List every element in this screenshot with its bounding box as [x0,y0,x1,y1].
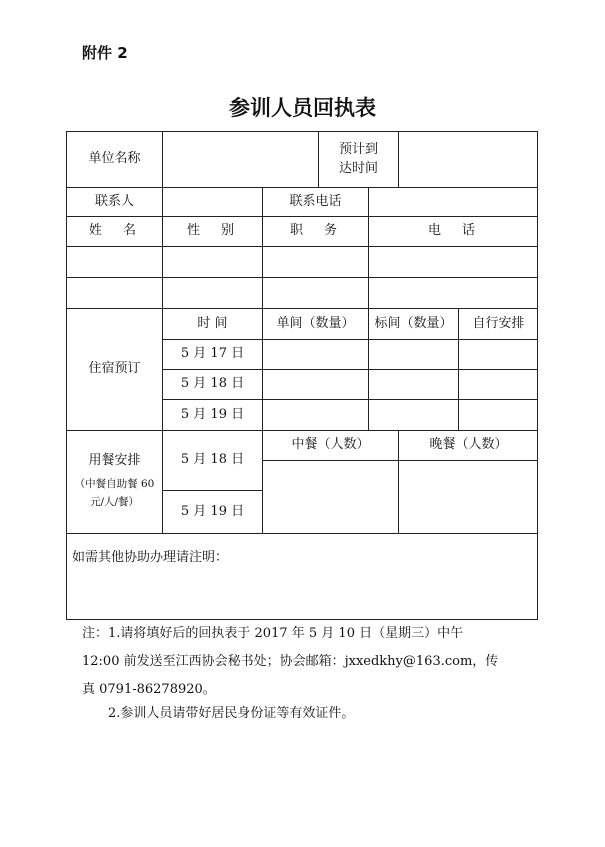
meals-sub-label: （中餐自助餐 60 元/人/餐） [74,477,155,509]
note-line-2: 12:00 前发送至江西协会秘书处；协会邮箱：jxxedkhy@163.com，传 [82,654,499,669]
meal-date: 5 月 18 日 [180,452,245,468]
note-line-1: 注：1.请将填好后的回执表于 2017 年 5 月 10 日（星期三）中午 [82,626,464,641]
row-divider [66,533,538,534]
standard-room-input[interactable] [369,400,458,430]
participant-position-input[interactable] [263,247,368,277]
participant-gender-input[interactable] [163,278,262,308]
lunch-count-input[interactable] [263,461,398,533]
unit-name-input[interactable] [163,132,318,187]
header-name: 姓 名 [88,223,140,239]
header-gender: 性 别 [186,223,238,239]
note-item-2: 2.参训人员请带好居民身份证等有效证件。 [108,706,355,721]
header-position: 职 务 [289,223,341,239]
meal-date: 5 月 19 日 [180,503,245,519]
contact-phone-label: 联系电话 [289,193,342,209]
form-title: 参训人员回执表 [229,96,376,120]
arrival-time-label: 预计到 达时间 [338,141,378,176]
single-room-header: 单间（数量） [276,315,355,331]
attachment-label: 附件 2 [82,44,128,62]
dinner-header: 晚餐（人数） [429,437,508,453]
note-line-3: 真 0791-86278920。 [82,682,216,697]
lunch-header: 中餐（人数） [291,437,370,453]
lodging-time-header: 时 间 [197,315,228,331]
standard-room-header: 标间（数量） [374,315,453,331]
single-room-input[interactable] [263,370,368,399]
arrival-time-input[interactable] [399,132,538,187]
participant-gender-input[interactable] [163,247,262,277]
self-arranged-input[interactable] [459,340,538,369]
standard-room-input[interactable] [369,340,458,369]
participant-position-input[interactable] [263,278,368,308]
dinner-count-input[interactable] [399,461,538,533]
lodging-date: 5 月 17 日 [180,346,245,362]
lodging-date: 5 月 19 日 [180,406,245,422]
single-room-input[interactable] [263,340,368,369]
other-note-label: 如需其他协助办理请注明： [72,550,229,565]
meals-section-label [67,431,162,533]
standard-room-input[interactable] [369,370,458,399]
single-room-input[interactable] [263,400,368,430]
lodging-date: 5 月 18 日 [180,376,245,392]
meals-label: 用餐安排 [88,452,141,468]
contact-person-label: 联系人 [94,193,134,209]
other-note-input[interactable] [67,566,537,619]
lodging-label: 住宿预订 [88,361,141,377]
participant-name-input[interactable] [67,278,162,308]
contact-person-input[interactable] [163,188,262,216]
participant-phone-input[interactable] [369,278,538,308]
self-arranged-input[interactable] [459,370,538,399]
self-arranged-input[interactable] [459,400,538,430]
participant-phone-input[interactable] [369,247,538,277]
self-arranged-header: 自行安排 [472,315,525,331]
unit-name-label: 单位名称 [88,151,141,167]
participant-name-input[interactable] [67,247,162,277]
contact-phone-input[interactable] [369,188,538,216]
header-phone: 电 话 [427,223,479,239]
